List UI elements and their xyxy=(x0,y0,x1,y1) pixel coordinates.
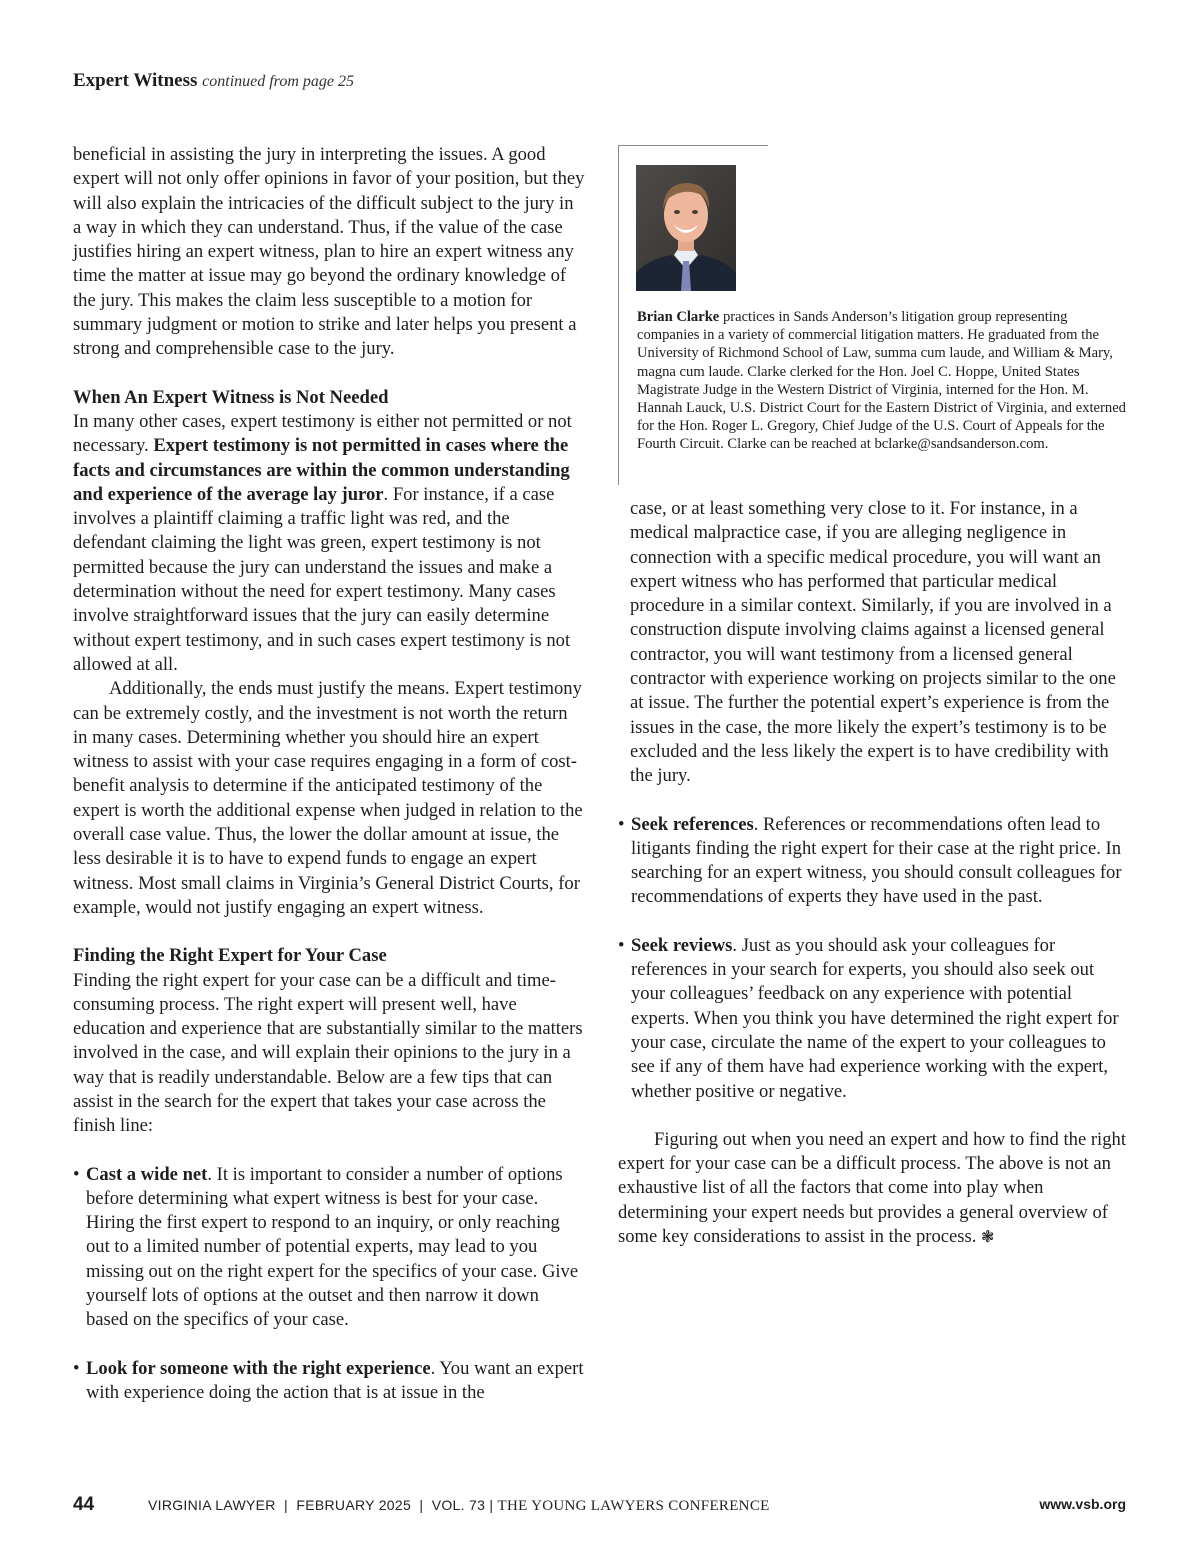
bullet-item: • Seek references. References or recommendations often lead to litigants finding the right expert for their case at the right price. In searching for an expert witness, you should consult colleagues for recommendations of experts they have used in the past. xyxy=(618,813,1128,910)
right-column xyxy=(618,497,1128,1250)
bullet-item: • Look for someone with the right experience. You want an expert with experience doing the action that is at issue in the xyxy=(73,1357,585,1406)
page-footer xyxy=(0,1494,1200,1518)
author-photo xyxy=(636,165,736,291)
page-number: 44 xyxy=(73,1494,95,1515)
section-name: THE YOUNG LAWYERS CONFERENCE xyxy=(497,1498,770,1514)
bullet-icon: • xyxy=(618,934,625,956)
left-column xyxy=(73,143,585,1405)
divider xyxy=(618,145,768,146)
author-name: Brian Clarke xyxy=(637,309,720,325)
running-header xyxy=(73,70,354,92)
author-bio-text: Brian Clarke practices in Sands Anderson’s litigation group representing companies in a variety of commercial litigation matters. He graduated from the University of Richmond School of Law, summa cum laude, and William & Mary, magna cum laude. Clarke clerked for the Hon. Joel C. Hoppe, United States Magistrate Judge in the Western District of Virginia, interned for the Hon. M. Hannah Lauck, U.S. District Court for the Eastern District of Virginia, and externed for the Hon. Roger L. Gregory, Chief Judge of the U.S. Court of Appeals for the Fourth Circuit. Clarke can be reached at bclarke@sandsanderson.com. xyxy=(637,309,1126,453)
header-continued: continued from page 25 xyxy=(202,73,354,90)
paragraph: Finding the right expert for your case can be a difficult and time-consuming process. The right expert will present well, have education and experience that are substantially similar to the matters involved in the case, and will explain their opinions to the jury in a way that is readily understandable. Below are a few tips that can assist in the search for the expert that takes your case across the finish line: xyxy=(73,969,583,1137)
header-title: Expert Witness xyxy=(73,70,198,91)
paragraph: Additionally, the ends must justify the means. Expert testimony can be extremely costly, and the investment is not worth the return in many cases. Determining whether you should hire an expert witness to assist with your case requires engaging in a form of cost-benefit analysis to determine if the anticipated testimony of the expert is worth the additional expense when judged in relation to the overall case value. Thus, the lower the dollar amount at issue, the less desirable it is to have to expend funds to engage an expert witness. Most small claims in Virginia’s General District Courts, for example, would not justify engaging an expert witness. xyxy=(73,678,583,918)
emphasis-text: Expert testimony is not permitted in cases where the facts and circumstances are within the common understanding and experience of the average lay juror xyxy=(73,435,570,505)
section-heading: When An Expert Witness is Not Needed xyxy=(73,386,389,408)
publication-line: VIRGINIA LAWYER | FEBRUARY 2025 | VOL. 73 | THE YOUNG LAWYERS CONFERENCE xyxy=(148,1497,770,1514)
section-heading: Finding the Right Expert for Your Case xyxy=(73,945,387,967)
website-link[interactable]: www.vsb.org xyxy=(1039,1496,1126,1512)
bullet-icon: • xyxy=(73,1357,80,1379)
paragraph: beneficial in assisting the jury in interpreting the issues. A good expert will not only offer opinions in favor of your position, but they will also explain the intricacies of the difficult subject to the jury in a way in which they can understand. Thus, if the value of the case justifies hiring an expert witness, plan to hire an expert witness any time the matter at issue may go beyond the ordinary knowledge of the jury. This makes the claim less susceptible to a motion for summary judgment or motion to strike and later helps you present a strong and comprehensible case to the jury. xyxy=(73,144,585,360)
end-mark-icon: ❃ xyxy=(981,1229,995,1247)
bullet-item: • Seek reviews. Just as you should ask your colleagues for references in your search for experts, you should also seek out your colleagues’ feedback on any experience with potential experts. When you think you have determined the right expert for your case, circulate the name of the expert to your colleagues to see if any of them have had experience working with the expert, whether positive or negative. xyxy=(618,934,1128,1104)
bullet-item: • Cast a wide net. It is important to consider a number of options before determining what expert witness is best for your case. Hiring the first expert to respond to an inquiry, or only reaching out to a limited number of potential experts, may lead to you missing out on the right expert for the specifics of your case. Give yourself lots of options at the outset and then narrow it down based on the specifics of your case. xyxy=(73,1163,585,1333)
closing-paragraph: Figuring out when you need an expert and how to find the right expert for your case can be a difficult process. The above is not an exhaustive list of all the factors that come into play when determining your expert needs but provides a general overview of some key considerations to assist in the process. ❃ xyxy=(618,1128,1126,1248)
bullet-icon: • xyxy=(73,1163,80,1185)
author-bio-box xyxy=(618,145,1133,485)
divider xyxy=(618,145,619,485)
bullet-icon: • xyxy=(618,813,625,835)
paragraph: In many other cases, expert testimony is either not permitted or not necessary. Expert testimony is not permitted in cases where the facts and circumstances are within the common understanding and experience of the average lay juror. For instance, if a case involves a plaintiff claiming a traffic light was red, and the defendant claiming the light was green, expert testimony is not permitted because the jury can understand the issues and make a determination without the need for expert testimony. Many cases involve straightforward issues that the jury can easily determine without expert testimony, and in such cases expert testimony is not allowed at all. xyxy=(73,410,572,675)
paragraph: case, or at least something very close to it. For instance, in a medical malpractice case, if you are alleging negligence in connection with a specific medical procedure, you will want an expert witness who has performed that particular medical procedure in a similar context. Similarly, if you are involved in a construction dispute involving claims against a licensed general contractor, you will want testimony from a licensed general contractor with experience working on projects similar to the one at issue. The further the potential expert’s experience is from the issues in the case, the more likely the expert’s testimony is to be excluded and the less likely the expert is to have credibility with the jury. xyxy=(630,498,1116,787)
